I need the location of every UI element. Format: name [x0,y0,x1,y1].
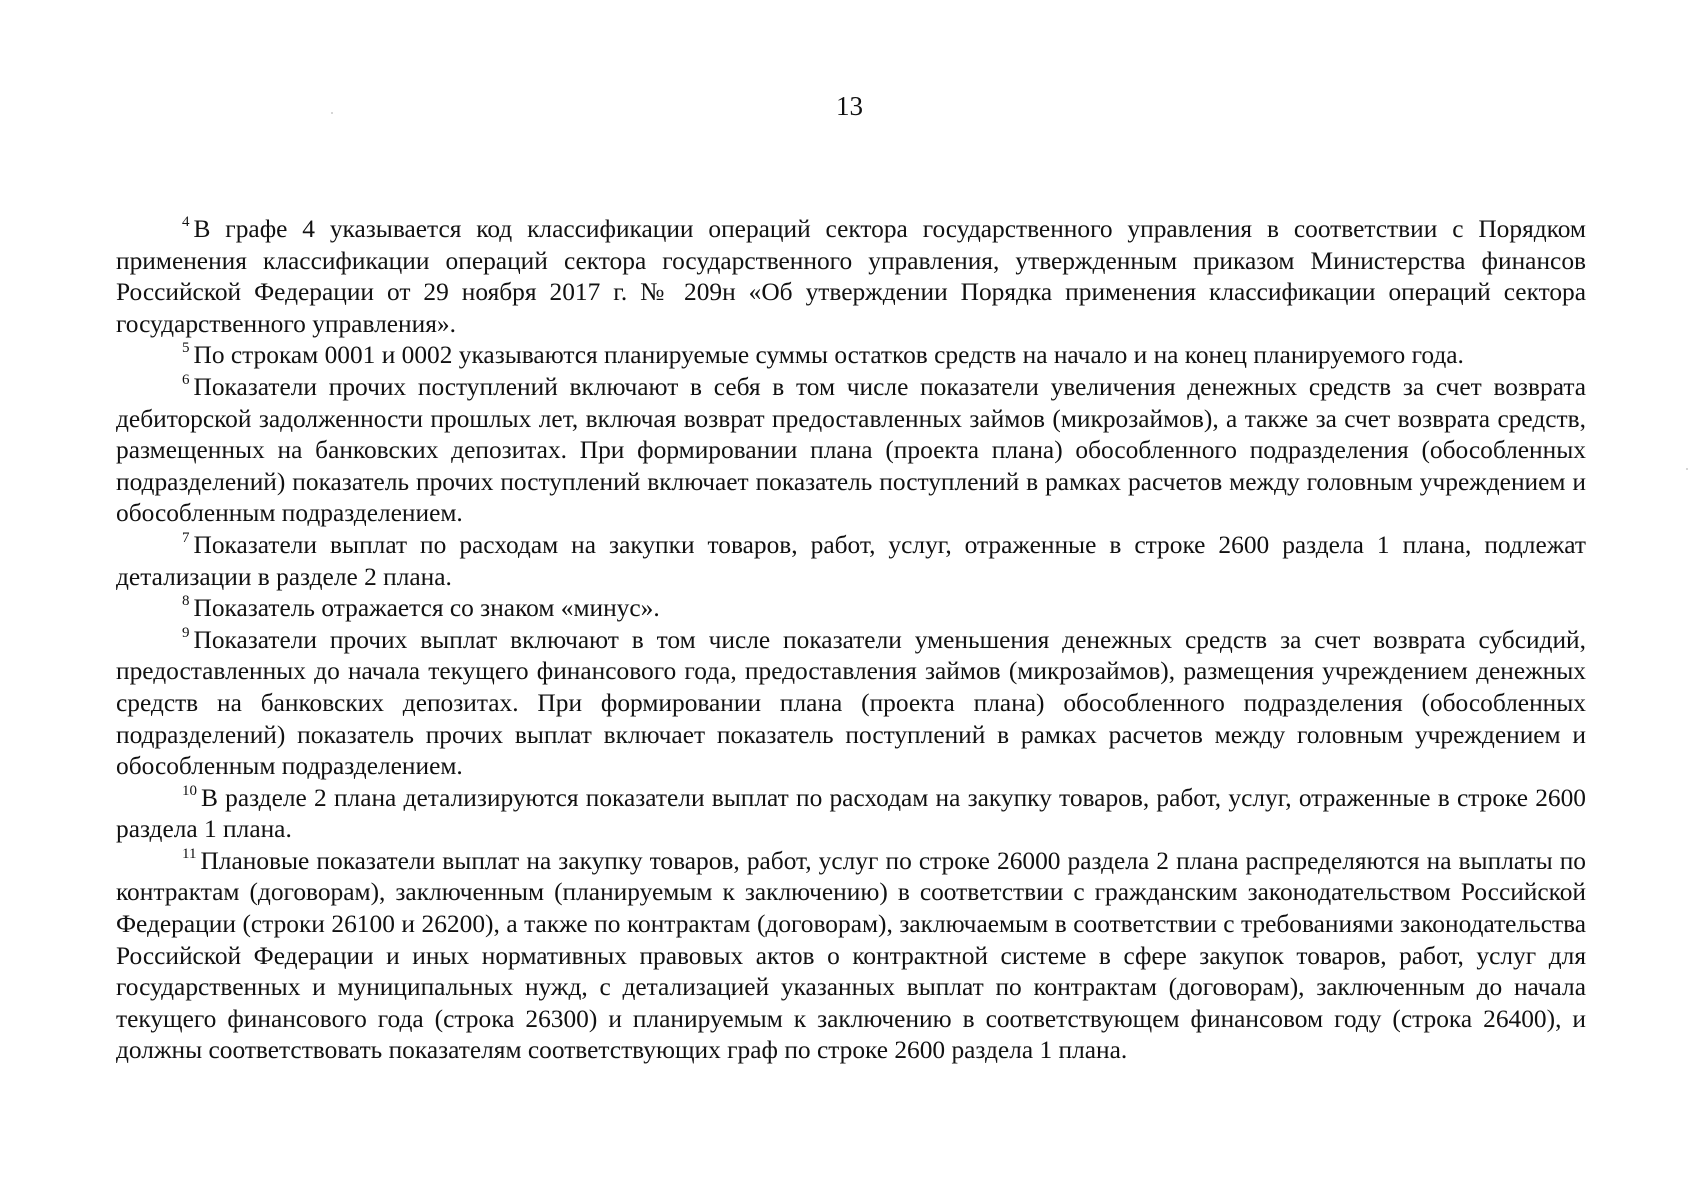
footnote-10 [116,783,1586,846]
footnote-number: 9 [182,624,190,641]
footnote-6 [116,372,1586,530]
footnote-text: Плановые показатели выплат на закупку товаров, работ, услуг по строке 26000 раздела 2 плана распределяются на выплаты по контрактам (договорам), заключенным (планируемым к заключению) в соответствии с гражданским законодательством Российской Федерации (строки 26100 и 26200), а также по контрактам (договорам), заключаемым в соответствии с требованиями законодательства Российской Федерации и иных нормативных правовых актов о контрактной системе в сфере закупок товаров, работ, услуг для государственных и муниципальных нужд, с детализацией указанных выплат по контрактам (договорам), заключенным до начала текущего финансового года (строка 26300) и планируемым к заключению в соответствующем финансовом году (строка 26400), и должны соответствовать показателям соответствующих граф по строке 2600 раздела 1 плана. [116,846,1586,1065]
footnote-number: 4 [182,214,190,230]
footnote-number: 7 [182,529,190,546]
footnote-8 [116,593,1586,625]
footnote-text: Показатели прочих поступлений включают в себя в том числе показатели увеличения денежных средств за счет возврата дебиторской задолженности прошлых лет, включая возврат предоставленных займов (микрозаймов), а также за счет возврата средств, размещенных на банковских депозитах. При формировании плана (проекта плана) обособленного подразделения (обособленных подразделений) показатель прочих поступлений включает показатель поступлений в рамках расчетов между головным учреждением и обособленным подразделением. [116,372,1586,528]
footnote-7 [116,530,1586,593]
footnote-text: Показатели выплат по расходам на закупки товаров, работ, услуг, отраженные в строке 2600 раздела 1 плана, подлежат детализации в разделе 2 плана. [116,530,1586,591]
footnote-text: В графе 4 указывается код классификации операций сектора государственного управления в соответствии с Порядком применения классификации операций сектора государственного управления, утвержденным приказом Министерства финансов Российской Федерации от 29 ноября 2017 г. № 209н «Об утверждении Порядка применения классификации операций сектора государственного управления». [116,215,1586,338]
footnote-number: 8 [182,593,190,610]
footnote-5 [116,340,1586,372]
footnote-text: Показатели прочих выплат включают в том числе показатели уменьшения денежных средств за счет возврата субсидий, предоставленных до начала текущего финансового года, предоставления займов (микрозаймов), размещения учреждением денежных средств на банковских депозитах. При формировании плана (проекта плана) обособленного подразделения (обособленных подразделений) показатель прочих выплат включает показатель поступлений в рамках расчетов между головным учреждением и обособленным подразделением. [116,625,1586,781]
footnote-number: 11 [182,845,197,862]
footnote-9 [116,625,1586,783]
page-number: 13 [836,91,863,121]
footnote-number: 10 [182,782,197,799]
footnote-11 [116,846,1586,1067]
footnotes [116,214,1586,1067]
footnote-text: В разделе 2 плана детализируются показатели выплат по расходам на закупку товаров, работ, услуг, отраженные в строке 2600 раздела 1 плана. [116,783,1586,844]
footnote-text: По строкам 0001 и 0002 указываются планируемые суммы остатков средств на начало и на конец планируемого года. [193,341,1464,370]
footnote-number: 5 [182,340,190,357]
scan-speck [1686,468,1688,470]
footnote-text: Показатель отражается со знаком «минус». [193,594,660,623]
footnote-number: 6 [182,371,190,388]
footnote-4 [116,214,1586,340]
